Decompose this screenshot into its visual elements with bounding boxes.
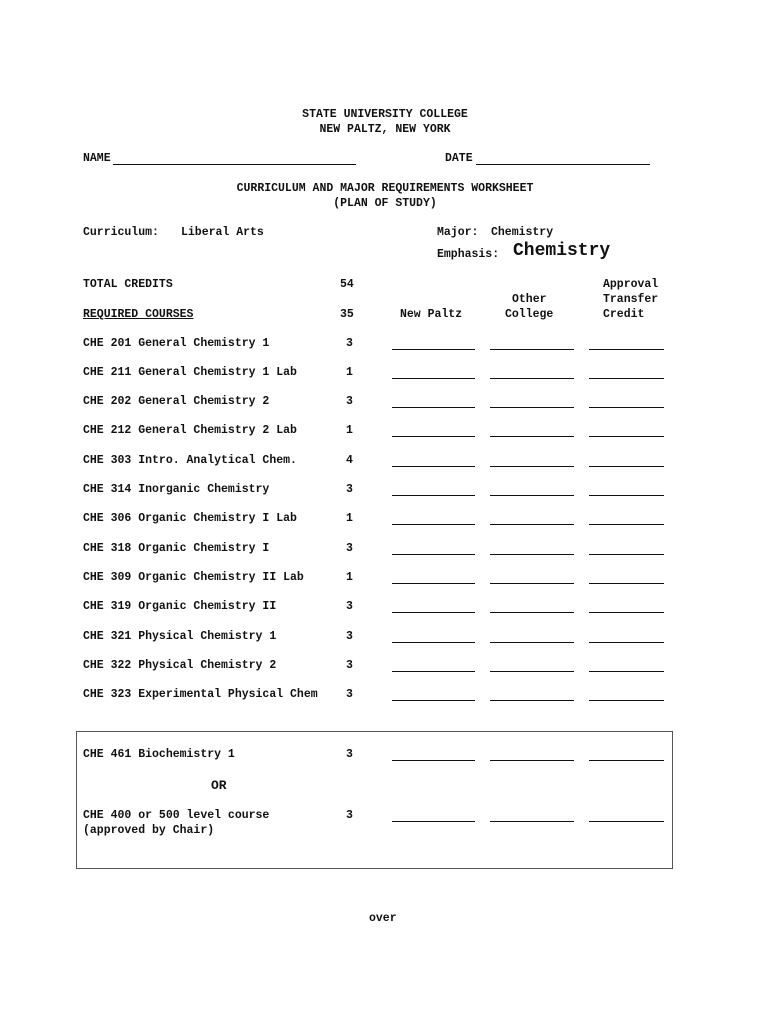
course-row — [0, 688, 770, 704]
approval-line[interactable] — [589, 612, 664, 613]
course-credits: 1 — [346, 424, 353, 437]
course-row — [0, 337, 770, 353]
other-college-line[interactable] — [490, 700, 574, 701]
course-name: CHE 323 Experimental Physical Chem — [83, 688, 318, 701]
required-courses-value: 35 — [340, 308, 354, 321]
new-paltz-line[interactable] — [392, 554, 475, 555]
course-name: CHE 309 Organic Chemistry II Lab — [83, 571, 304, 584]
curriculum-label: Curriculum: — [83, 226, 159, 239]
approval-line[interactable] — [589, 407, 664, 408]
approval-line[interactable] — [589, 760, 664, 761]
approval-line[interactable] — [589, 642, 664, 643]
emphasis-value: Chemistry — [513, 241, 611, 261]
course-row — [0, 571, 770, 587]
or-label: OR — [211, 778, 227, 793]
approval-line[interactable] — [589, 495, 664, 496]
course-name: CHE 321 Physical Chemistry 1 — [83, 630, 277, 643]
approval-line[interactable] — [589, 583, 664, 584]
other-college-line[interactable] — [490, 349, 574, 350]
elective-option-2-name: CHE 400 or 500 level course — [83, 809, 270, 822]
curriculum-value: Liberal Arts — [181, 226, 264, 239]
other-header-line1: Other — [512, 293, 547, 306]
approval-header-line2: Transfer — [603, 293, 659, 306]
course-row — [0, 630, 770, 646]
course-row — [0, 454, 770, 470]
course-row — [0, 424, 770, 440]
other-college-line[interactable] — [490, 436, 574, 437]
new-paltz-line[interactable] — [392, 524, 475, 525]
required-courses-label: REQUIRED COURSES — [83, 308, 194, 321]
other-college-line[interactable] — [490, 642, 574, 643]
course-credits: 3 — [346, 630, 353, 643]
other-college-line[interactable] — [490, 821, 574, 822]
new-paltz-line[interactable] — [392, 407, 475, 408]
course-credits: 3 — [346, 688, 353, 701]
course-name: CHE 319 Organic Chemistry II — [83, 600, 277, 613]
new-paltz-line[interactable] — [392, 760, 475, 761]
other-college-line[interactable] — [490, 554, 574, 555]
approval-header-line1: Approval — [603, 278, 659, 291]
other-header-line2: College — [505, 308, 554, 321]
course-credits: 3 — [346, 600, 353, 613]
other-college-line[interactable] — [490, 612, 574, 613]
other-college-line[interactable] — [490, 524, 574, 525]
worksheet-title: CURRICULUM AND MAJOR REQUIREMENTS WORKSHEET — [236, 182, 534, 195]
approval-line[interactable] — [589, 349, 664, 350]
course-credits: 3 — [346, 483, 353, 496]
course-credits: 3 — [346, 395, 353, 408]
approval-header-line3: Credit — [603, 308, 645, 321]
new-paltz-line[interactable] — [392, 466, 475, 467]
elective-option-2-row — [0, 809, 770, 825]
other-college-line[interactable] — [490, 466, 574, 467]
approval-line[interactable] — [589, 671, 664, 672]
new-paltz-line[interactable] — [392, 821, 475, 822]
course-name: CHE 212 General Chemistry 2 Lab — [83, 424, 297, 437]
course-name: CHE 303 Intro. Analytical Chem. — [83, 454, 297, 467]
course-name: CHE 201 General Chemistry 1 — [83, 337, 270, 350]
other-college-line[interactable] — [490, 495, 574, 496]
new-paltz-line[interactable] — [392, 642, 475, 643]
approval-line[interactable] — [589, 700, 664, 701]
institution-location: NEW PALTZ, NEW YORK — [319, 123, 451, 136]
new-paltz-line[interactable] — [392, 583, 475, 584]
date-label: DATE — [445, 152, 473, 165]
course-name: CHE 322 Physical Chemistry 2 — [83, 659, 277, 672]
total-credits-value: 54 — [340, 278, 354, 291]
course-row — [0, 512, 770, 528]
elective-option-1-row — [0, 748, 770, 764]
new-paltz-line[interactable] — [392, 612, 475, 613]
course-credits: 1 — [346, 512, 353, 525]
elective-option-2-credits: 3 — [346, 809, 353, 822]
course-credits: 3 — [346, 542, 353, 555]
course-name: CHE 202 General Chemistry 2 — [83, 395, 270, 408]
new-paltz-line[interactable] — [392, 349, 475, 350]
course-credits: 3 — [346, 659, 353, 672]
course-name: CHE 306 Organic Chemistry I Lab — [83, 512, 297, 525]
elective-option-1-name: CHE 461 Biochemistry 1 — [83, 748, 235, 761]
new-paltz-line[interactable] — [392, 378, 475, 379]
course-row — [0, 395, 770, 411]
elective-option-1-credits: 3 — [346, 748, 353, 761]
approval-line[interactable] — [589, 821, 664, 822]
course-credits: 3 — [346, 337, 353, 350]
other-college-line[interactable] — [490, 671, 574, 672]
course-name: CHE 314 Inorganic Chemistry — [83, 483, 270, 496]
course-row — [0, 600, 770, 616]
major-label: Major: — [437, 226, 479, 239]
approval-line[interactable] — [589, 524, 664, 525]
course-credits: 4 — [346, 454, 353, 467]
new-paltz-line[interactable] — [392, 671, 475, 672]
new-paltz-header: New Paltz — [400, 308, 463, 321]
name-label: NAME — [83, 152, 111, 165]
course-row — [0, 659, 770, 675]
other-college-line[interactable] — [490, 378, 574, 379]
course-name: CHE 318 Organic Chemistry I — [83, 542, 270, 555]
course-row — [0, 366, 770, 382]
institution-name: STATE UNIVERSITY COLLEGE — [302, 108, 468, 121]
approval-line[interactable] — [589, 466, 664, 467]
other-college-line[interactable] — [490, 407, 574, 408]
total-credits-label: TOTAL CREDITS — [83, 278, 173, 291]
worksheet-subtitle: (PLAN OF STUDY) — [333, 197, 437, 210]
emphasis-label: Emphasis: — [437, 248, 500, 261]
new-paltz-line[interactable] — [392, 436, 475, 437]
elective-option-2-note: (approved by Chair) — [83, 824, 215, 837]
course-credits: 1 — [346, 366, 353, 379]
course-credits: 1 — [346, 571, 353, 584]
course-name: CHE 211 General Chemistry 1 Lab — [83, 366, 297, 379]
course-row — [0, 542, 770, 558]
name-field-line[interactable] — [113, 164, 356, 165]
new-paltz-line[interactable] — [392, 700, 475, 701]
approval-line[interactable] — [589, 436, 664, 437]
approval-line[interactable] — [589, 378, 664, 379]
major-value: Chemistry — [491, 226, 554, 239]
date-field-line[interactable] — [476, 164, 650, 165]
new-paltz-line[interactable] — [392, 495, 475, 496]
approval-line[interactable] — [589, 554, 664, 555]
other-college-line[interactable] — [490, 760, 574, 761]
other-college-line[interactable] — [490, 583, 574, 584]
course-row — [0, 483, 770, 499]
over-label: over — [369, 912, 397, 925]
